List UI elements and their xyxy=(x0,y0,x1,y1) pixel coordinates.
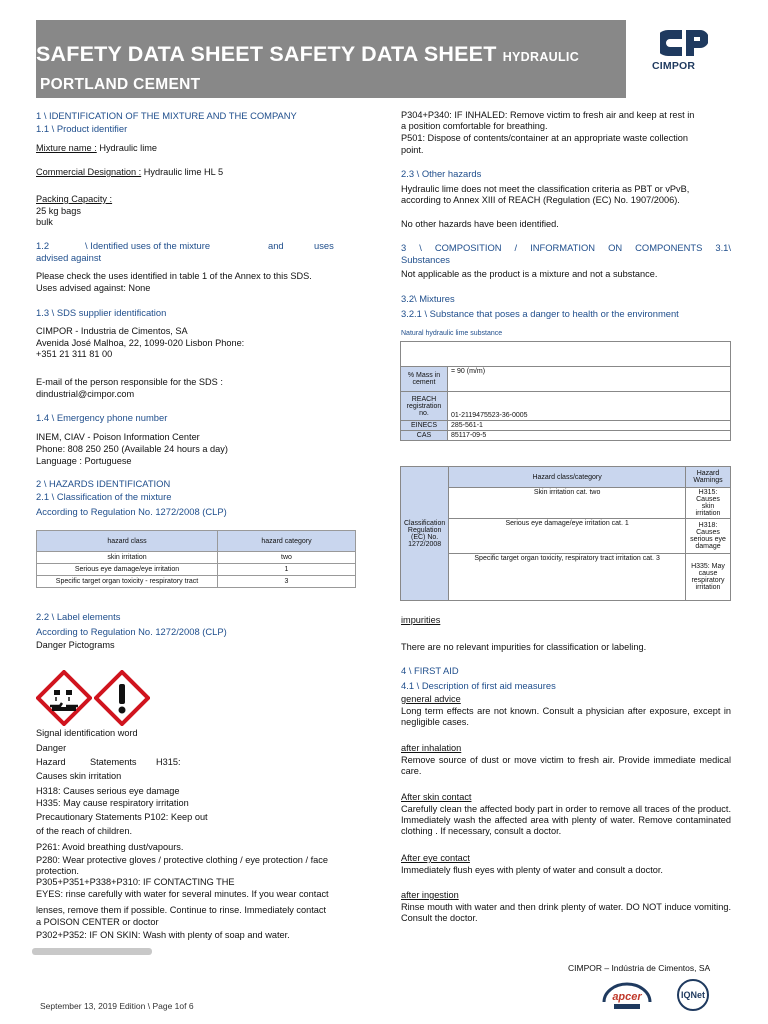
precautionary-statement: a position comfortable for breathing. xyxy=(401,121,548,131)
logo-text: CIMPOR xyxy=(652,60,696,72)
first-aid-subheading: After skin contact xyxy=(401,792,472,802)
precautionary-statement: P261: Avoid breathing dust/vapours. xyxy=(36,842,184,852)
email-label: E-mail of the person responsible for the SDS : xyxy=(36,377,223,387)
uses-text: Please check the uses identified in table 1 of the Annex to this SDS. xyxy=(36,271,312,281)
packing-label: Packing Capacity : xyxy=(36,194,113,204)
table-header: Hazard class/category xyxy=(449,467,686,488)
section-1-heading: 1 \ IDENTIFICATION OF THE MIXTURE AND THE COMPANY xyxy=(36,110,297,121)
first-aid-subheading: after ingestion xyxy=(401,890,459,900)
hazard-statement: Causes skin irritation xyxy=(36,771,122,781)
first-aid-text: Immediately flush eyes with plenty of water and consult a doctor. xyxy=(401,865,663,875)
precautionary-statement: point. xyxy=(401,145,424,155)
section-4-1-heading: 4.1 \ Description of first aid measures xyxy=(401,680,556,691)
mixture-name: Mixture name : Hydraulic lime xyxy=(36,143,158,153)
first-aid-subheading: after inhalation xyxy=(401,743,462,753)
svg-text:apcer: apcer xyxy=(612,991,642,1003)
first-aid-text: Carefully clean the affected body part in order to remove all traces of the product. Immediately wash the affected area with plenty of water. Remove contaminated clothing . If necessary, consult a doctor. xyxy=(401,804,731,837)
section-4-heading: 4 \ FIRST AID xyxy=(401,665,459,676)
precautionary-statement: lenses, remove them if possible. Continue to rinse. Immediately contact xyxy=(36,905,327,915)
supplier-line: Avenida José Malhoa, 22, 1099-020 Lisbon Phone: xyxy=(36,338,245,348)
page-footer: September 13, 2019 Edition \ Page 1of 6 xyxy=(40,1001,194,1011)
section-2-1-heading: 2.1 \ Classification of the mixture xyxy=(36,491,172,502)
packing-item: bulk xyxy=(36,217,53,227)
first-aid-text: Long term effects are not known. Consult a physician after exposure, except in negligible cases. xyxy=(401,706,731,728)
hazard-class-table xyxy=(36,530,356,588)
svg-text:IQNet: IQNet xyxy=(680,990,706,1000)
precautionary-statement: Precautionary Statements P102: Keep out xyxy=(36,812,208,822)
precautionary-statement: P304+P340: IF INHALED: Remove victim to fresh air and keep at rest in xyxy=(401,110,695,120)
section-3-heading-cont: Substances xyxy=(401,254,450,265)
table-row: CAS 85117-09-5 xyxy=(401,431,731,441)
section-3-2-1-heading: 3.2.1 \ Substance that poses a danger to health or the environment xyxy=(401,308,679,319)
apcer-certification-icon xyxy=(598,978,656,1012)
hazard-statements-b: Statements xyxy=(90,757,137,767)
first-aid-subheading: After eye contact xyxy=(401,853,470,863)
section-1-3-heading: 1.3 \ SDS supplier identification xyxy=(36,307,167,318)
iqnet-certification-icon xyxy=(664,978,722,1012)
supplier-line: CIMPOR - Industria de Cimentos, SA xyxy=(36,326,188,336)
company-footer: CIMPOR – Indústria de Cimentos, SA xyxy=(568,963,711,973)
table-header: Hazard Warnings xyxy=(686,467,731,488)
classification-table xyxy=(400,466,731,601)
packing-item: 25 kg bags xyxy=(36,206,81,216)
document-subtitle: PORTLAND CEMENT xyxy=(40,76,201,93)
table-row: EINECS 285-561-1 xyxy=(401,421,731,431)
regulation-ref: According to Regulation No. 1272/2008 (CLP) xyxy=(36,626,227,637)
section-1-2-b: \ Identified uses of the mixture xyxy=(85,240,211,251)
section-1-2-a: 1.2 xyxy=(36,240,50,251)
substance-identification-table xyxy=(400,341,731,441)
supplier-line: +351 21 311 81 00 xyxy=(36,349,113,359)
precautionary-statement: P501: Dispose of contents/container at an appropriate waste collection xyxy=(401,133,689,143)
section-1-2-c: and xyxy=(268,240,284,251)
emergency-line: INEM, CIAV - Poison Information Center xyxy=(36,432,200,442)
impurities-label: impurities xyxy=(401,615,441,625)
precautionary-statement: P305+P351+P338+P310: IF CONTACTING THE xyxy=(36,877,235,887)
signal-word: Danger xyxy=(36,743,67,753)
hazard-statement: H318: Causes serious eye damage xyxy=(36,786,180,796)
section-1-4-heading: 1.4 \ Emergency phone number xyxy=(36,412,168,423)
hazard-statement: H335: May cause respiratory irritation xyxy=(36,798,189,808)
corrosion-pictogram-icon xyxy=(36,670,92,726)
table-row: skin irritation two xyxy=(37,552,356,564)
impurities-text: There are no relevant impurities for classification or labeling. xyxy=(401,642,647,652)
table-row: Specific target organ toxicity - respiratory tract 3 xyxy=(37,576,356,588)
section-3-2-heading: 3.2\ Mixtures xyxy=(401,293,455,304)
precautionary-statement: protection. xyxy=(36,866,79,876)
regulation-ref: According to Regulation No. 1272/2008 (CLP) xyxy=(36,506,227,517)
precautionary-statement: P280: Wear protective gloves / protective clothing / eye protection / face xyxy=(36,855,328,865)
section-1-2-e: advised against xyxy=(36,252,102,263)
classification-label: Classification Regulation (EC) No. 1272/2008 xyxy=(401,467,449,601)
first-aid-text: Rinse mouth with water and then drink plenty of water. DO NOT induce vomiting. Consult the doctor. xyxy=(401,902,731,924)
section-1-2-d: uses xyxy=(314,240,334,251)
table-header: hazard category xyxy=(218,531,356,552)
document-title: SAFETY DATA SHEET SAFETY DATA SHEET HYDRAULIC xyxy=(36,42,580,66)
table-row: Specific target organ toxicity, respiratory tract irritation cat. 3 H335: May cause respiratory irritation xyxy=(401,554,731,601)
precautionary-statement: of the reach of children. xyxy=(36,826,133,836)
table-header: hazard class xyxy=(37,531,218,552)
table-row: Serious eye damage/eye irritation 1 xyxy=(37,564,356,576)
table-caption: Natural hydraulic lime substance xyxy=(401,330,503,337)
precautionary-statement: a POISON CENTER or doctor xyxy=(36,917,159,927)
table-row: Skin irritation cat. two H315: Causes skin irritation xyxy=(401,488,731,519)
substances-text: Not applicable as the product is a mixture and not a substance. xyxy=(401,269,658,279)
signal-label: Signal identification word xyxy=(36,728,138,738)
cimpor-logo-icon xyxy=(660,28,708,58)
section-2-3-heading: 2.3 \ Other hazards xyxy=(401,168,482,179)
section-1-1-heading: 1.1 \ Product identifier xyxy=(36,123,128,134)
table-row: % Mass in cement = 90 (m/m) xyxy=(401,367,731,392)
first-aid-text: Remove source of dust or move victim to fresh air. Provide immediate medical care. xyxy=(401,755,731,777)
first-aid-subheading: general advice xyxy=(401,694,461,704)
email-link[interactable]: dindustrial@cimpor.com xyxy=(36,389,135,399)
hazard-statements-c: H315: xyxy=(156,757,181,767)
pictograms-label: Danger Pictograms xyxy=(36,640,115,650)
section-2-heading: 2 \ HAZARDS IDENTIFICATION xyxy=(36,478,171,489)
emergency-line: Phone: 808 250 250 (Available 24 hours a day) xyxy=(36,444,228,454)
gray-divider xyxy=(32,948,152,955)
table-row: REACH registration no. 01-2119475523-36-0005 xyxy=(401,392,731,421)
commercial-designation: Commercial Designation : Hydraulic lime HL 5 xyxy=(36,167,224,177)
uses-text: Uses advised against: None xyxy=(36,283,151,293)
precautionary-statement: P302+P352: IF ON SKIN: Wash with plenty of soap and water. xyxy=(36,930,290,940)
precautionary-statement: EYES: rinse carefully with water for several minutes. If you wear contact xyxy=(36,889,329,899)
other-hazards-text: Hydraulic lime does not meet the classification criteria as PBT or vPvB, xyxy=(401,184,690,194)
exclamation-pictogram-icon xyxy=(94,670,150,726)
emergency-line: Language : Portuguese xyxy=(36,456,132,466)
other-hazards-text: No other hazards have been identified. xyxy=(401,219,559,229)
hazard-statements-a: Hazard xyxy=(36,757,66,767)
other-hazards-text: according to Annex XIII of REACH (Regulation (EC) No. 1907/2006). xyxy=(401,195,680,205)
table-row: Serious eye damage/eye irritation cat. 1 H318: Causes serious eye damage xyxy=(401,519,731,554)
section-3-heading: 3 \ COMPOSITION / INFORMATION ON COMPONENTS 3.1\ xyxy=(401,242,731,253)
section-2-2-heading: 2.2 \ Label elements xyxy=(36,611,121,622)
